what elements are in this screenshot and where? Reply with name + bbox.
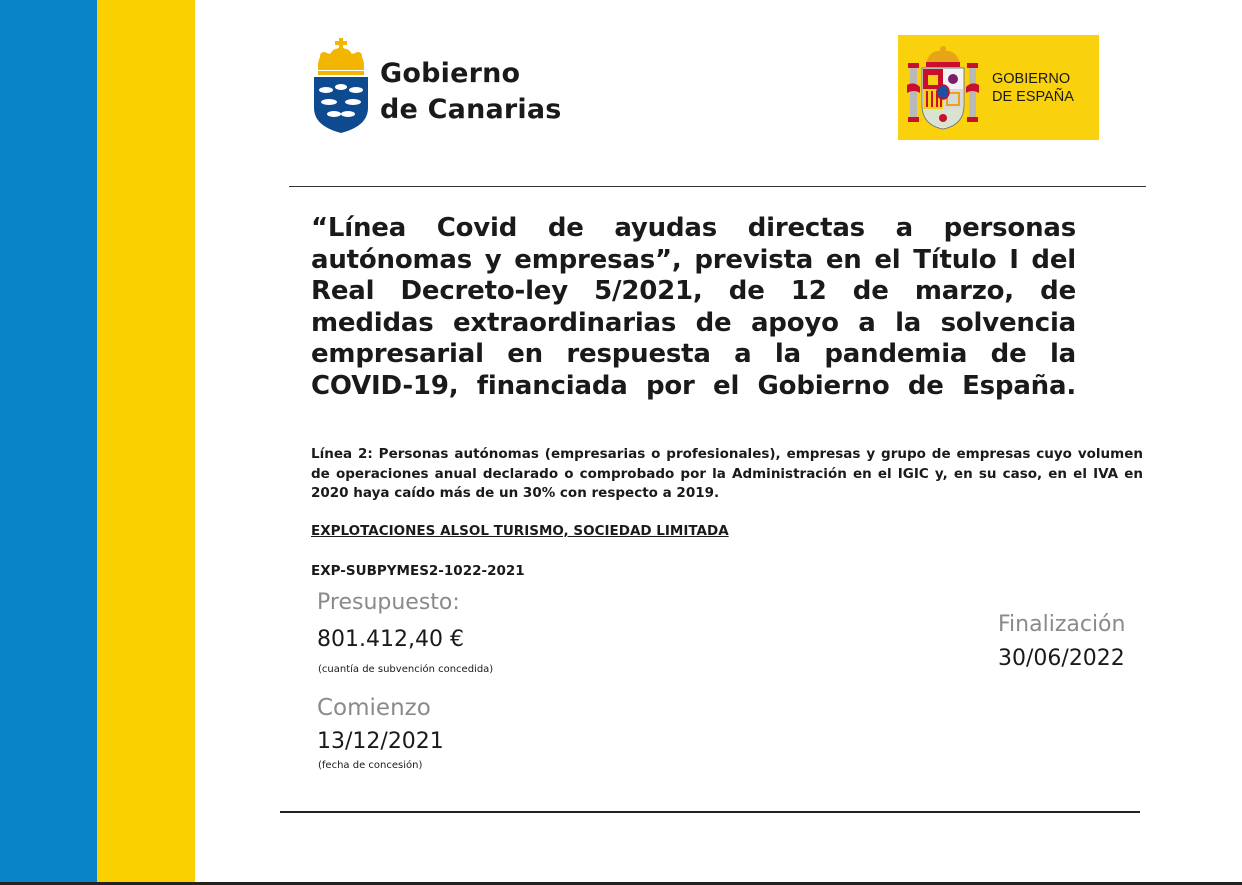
presupuesto-value: 801.412,40 €	[317, 627, 464, 652]
expediente-number: EXP-SUBPYMES2-1022-2021	[311, 563, 525, 579]
bottom-divider	[280, 811, 1140, 813]
document-title: “Línea Covid de ayudas directas a personas autónomas y empresas”, prevista en el Título I del Real Decreto-ley 5/2021, de 12 de marzo, de medidas extraordinarias de apoyo a la solvencia empresarial en respuesta a la pandemia de la COVID-19, financiada por el Gobierno de España.	[311, 213, 1076, 401]
finalizacion-value: 30/06/2022	[998, 646, 1125, 671]
presupuesto-note: (cuantía de subvención concedida)	[318, 664, 494, 675]
canarias-logo-line2: de Canarias	[380, 94, 562, 125]
linea-description: Línea 2: Personas autónomas (empresarias o profesionales), empresas y grupo de empresas cuyo volumen de operaciones anual declarado o comprobado por la Administración en el IGIC y, en su caso, en el IVA en 2020 haya caído más de un 30% con respecto a 2019.	[311, 446, 1143, 501]
canarias-yellow-stripe	[97, 0, 195, 885]
gobierno-espana-logo	[898, 35, 1099, 140]
canarias-logo-text	[380, 56, 562, 128]
spain-coat-of-arms-icon	[906, 45, 980, 131]
espana-logo-line2: DE ESPAÑA	[992, 89, 1074, 105]
presupuesto-label: Presupuesto:	[317, 590, 460, 615]
canarias-crest-icon	[310, 38, 372, 134]
finalizacion-label: Finalización	[998, 612, 1126, 637]
top-divider	[289, 186, 1146, 187]
canarias-blue-stripe	[0, 0, 97, 885]
comienzo-label: Comienzo	[317, 695, 431, 721]
espana-logo-text	[992, 70, 1074, 106]
canarias-logo-line1: Gobierno	[380, 58, 521, 89]
espana-logo-line1: GOBIERNO	[992, 71, 1071, 87]
comienzo-value: 13/12/2021	[317, 729, 444, 754]
gobierno-canarias-logo	[310, 38, 570, 138]
comienzo-note: (fecha de concesión)	[318, 760, 423, 771]
beneficiary-company: EXPLOTACIONES ALSOL TURISMO, SOCIEDAD LIMITADA	[311, 523, 729, 539]
